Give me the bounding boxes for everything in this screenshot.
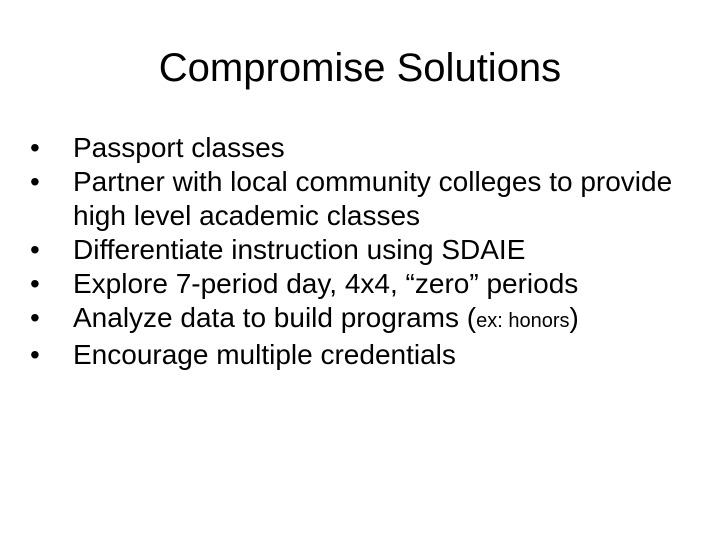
bullet-item-passport — [30, 131, 710, 165]
bullet-list — [30, 131, 710, 372]
bullet-text: Differentiate instruction using SDAIE — [73, 234, 526, 265]
bullet-suffix-text: ) — [569, 302, 579, 333]
bullet-item-encourage — [30, 338, 710, 372]
bullet-text: Analyze data to build programs ( — [73, 302, 477, 333]
bullet-item-differentiate — [30, 233, 710, 267]
bullet-text: Passport classes — [73, 132, 285, 163]
bullet-icon: • — [30, 132, 40, 163]
bullet-text: Partner with local community colleges to provide high level academic classes — [73, 166, 673, 231]
bullet-icon: • — [30, 339, 40, 370]
bullet-text: Encourage multiple credentials — [73, 339, 456, 370]
slide-title: Compromise Solutions — [158, 46, 562, 90]
bullet-text: Explore 7-period day, 4x4, “zero” periods — [73, 268, 579, 299]
bullet-icon: • — [30, 166, 40, 197]
bullet-icon: • — [30, 302, 40, 333]
bullet-item-explore — [30, 267, 710, 301]
bullet-example-text: ex: honors — [476, 310, 570, 332]
bullet-icon: • — [30, 234, 40, 265]
bullet-item-analyze — [30, 301, 710, 338]
bullet-icon: • — [30, 268, 40, 299]
bullet-item-partner — [30, 165, 710, 233]
